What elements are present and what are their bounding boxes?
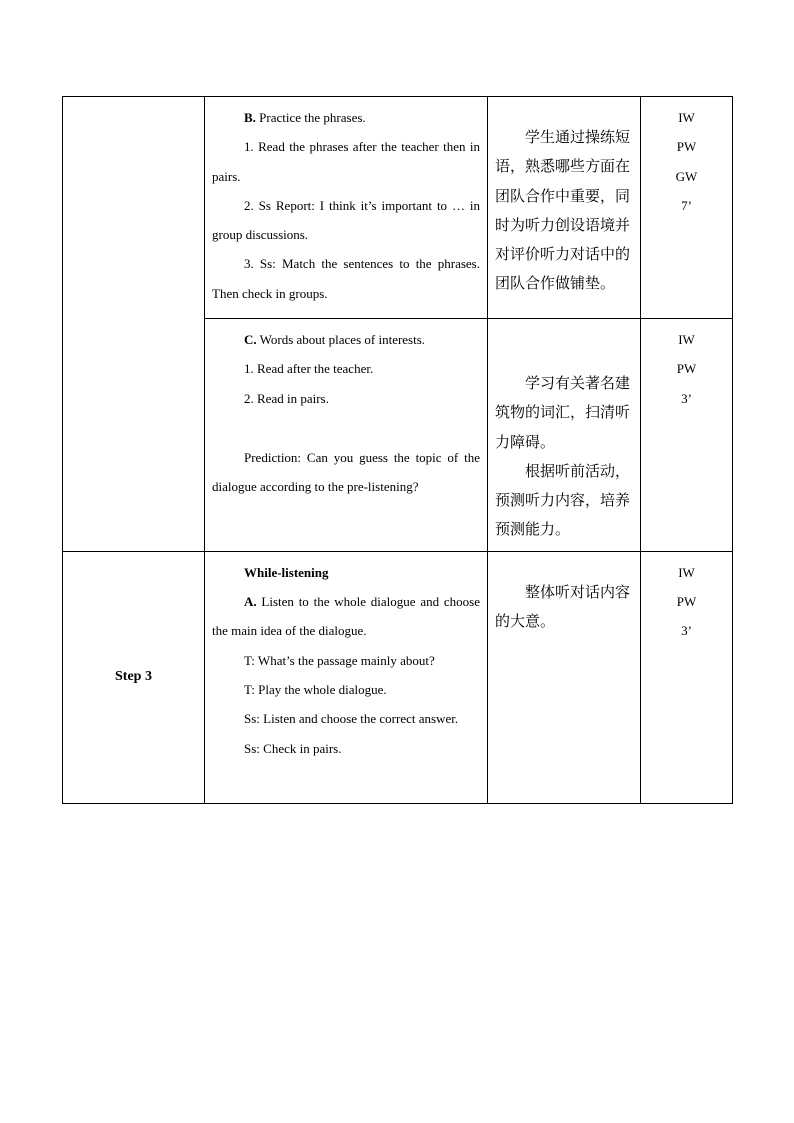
mode-item: PW: [676, 361, 697, 377]
mode-cell: [641, 319, 733, 552]
step-cell: [63, 97, 205, 552]
mode-item: PW: [676, 594, 697, 610]
mode-time: 3’: [681, 623, 692, 639]
table-row: [63, 551, 733, 803]
mode-item: PW: [676, 139, 697, 155]
purpose-text: 学习有关著名建筑物的词汇，扫清听力障碍。: [495, 374, 631, 451]
activity-line: Ss: Listen and choose the correct answer.: [244, 711, 459, 727]
activity-line: 2. Ss Report: I think it’s important to … in group discussions.: [212, 197, 480, 243]
prediction-text: Prediction: Can you guess the topic of the dialogue according to the pre-listening?: [212, 449, 480, 495]
activity-heading: C. Words about places of interests.: [244, 332, 426, 347]
step-cell: Step 3: [63, 551, 205, 803]
activity-heading: A. Listen to the whole dialogue and choose the main idea of the dialogue.: [212, 594, 480, 639]
mode-cell: [641, 97, 733, 319]
activity-line: 1. Read after the teacher.: [244, 361, 374, 377]
purpose-text: 整体听对话内容的大意。: [495, 582, 631, 631]
activity-line: T: Play the whole dialogue.: [244, 681, 387, 697]
purpose-cell: [488, 319, 641, 552]
mode-cell: [641, 551, 733, 803]
activity-line: 3. Ss: Match the sentences to the phrases. Then check in groups.: [212, 256, 480, 301]
activity-heading: B. Practice the phrases.: [244, 110, 366, 125]
mode-time: 3’: [681, 390, 692, 406]
lesson-plan-table: [62, 96, 733, 804]
content-cell: [205, 97, 488, 319]
purpose-text: 根据听前活动，预测听力内容，培养预测能力。: [495, 461, 631, 539]
activity-line: Ss: Check in pairs.: [244, 740, 342, 756]
mode-item: IW: [678, 564, 695, 580]
content-cell: [205, 551, 488, 803]
purpose-cell: [488, 97, 641, 319]
mode-item: GW: [675, 168, 698, 184]
mode-time: 7’: [681, 197, 692, 213]
mode-item: IW: [678, 110, 695, 125]
purpose-text: 学生通过操练短语，熟悉哪些方面在团队合作中重要，同时为听力创设语境并对评价听力对话中的团队合作做铺垫。: [495, 128, 631, 293]
purpose-cell: [488, 551, 641, 803]
mode-item: IW: [678, 332, 695, 347]
activity-line: 2. Read in pairs.: [244, 390, 329, 406]
section-title: While-listening: [244, 564, 329, 580]
table-row: [63, 97, 733, 319]
content-cell: [205, 319, 488, 552]
activity-line: T: What’s the passage mainly about?: [244, 652, 435, 668]
activity-line: 1. Read the phrases after the teacher then in pairs.: [212, 139, 480, 184]
